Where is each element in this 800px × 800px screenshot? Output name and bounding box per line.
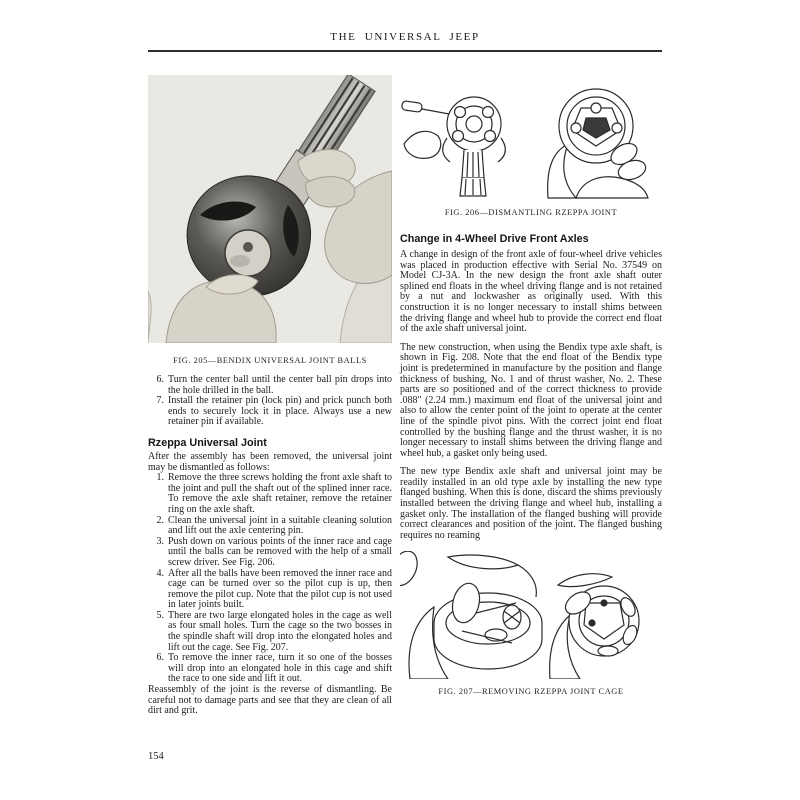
figure-206-caption: FIG. 206—DISMANTLING RZEPPA JOINT — [444, 208, 618, 217]
step-text: Remove the three screws holding the front axle shaft to the joint and pull the shaft out of the splined inner race. To remove the axle shaft retainer, remove the retainer ring on the axle shaft. — [168, 472, 392, 515]
step-text: Turn the center ball until the center ball pin drops into the hole drilled in the ball. — [168, 374, 392, 396]
section-heading-front-axles: Change in 4-Wheel Drive Front Axles — [400, 233, 589, 245]
list-item — [148, 516, 392, 537]
removing-rzeppa-joint-cage-illustration — [400, 551, 662, 679]
step-text: Clean the universal joint in a suitable cleaning solution and lift out the axle centering pin. — [168, 514, 392, 537]
list-item — [148, 537, 392, 569]
figure-205-photo — [148, 75, 392, 348]
step-number: 6. — [156, 374, 164, 385]
paragraph: The new construction, when using the Bendix type axle shaft, is shown in Fig. 208. Note that the end float of the Bendix type joint is predetermined in manufacture by the position and flange thickness of bushing, No. 1 and of thrust washer, No. 2. These parts are so positioned and of the correct thickness to provide .088" (2.24 mm.) maximum end float of the universal joint and also to allow the center point of the joint to operate at the center line of the spindle pivot pins. With the correct joint end float controlled by the bushing flange and the thrust washer, it is no longer necessary to install shims between the driving flange and wheel hub, a gasket only being used. — [400, 341, 662, 459]
figure-207-drawing — [400, 551, 662, 679]
paragraph: A change in design of the front axle of four-wheel drive vehicles was placed in production effective with Serial No. 37549 on Model CJ-3A. In the new design the front axle shaft outer splined end floats in the wheel driving flange and is not retained by a nut and lockwasher as originally used. With this construction it is no longer necessary to install shims between the driving flange and wheel hub to provide the correct end float of the axle shaft universal joint. — [400, 249, 662, 335]
list-item — [148, 375, 392, 396]
bendix-joint-photo-illustration — [148, 75, 392, 343]
step-text: Push down on various points of the inner race and cage until the balls can be removed with the help of a small screw driver. See Fig. 206. — [168, 535, 392, 568]
step-number: 6. — [156, 652, 164, 664]
figure-206-drawing — [400, 78, 662, 200]
list-item — [148, 653, 392, 685]
figure-207-caption: FIG. 207—REMOVING RZEPPA JOINT CAGE — [438, 687, 624, 697]
page-header-title: THE UNIVERSAL JEEP — [330, 31, 480, 43]
step-number: 7. — [156, 395, 164, 407]
list-item — [148, 396, 392, 428]
paragraph: The new type Bendix axle shaft and universal joint may be readily installed in an old type axle by installing the new type flanged bushing. When this is done, discard the shims previously installed between the driving flange and wheel hub, installing a gasket only. The installation of the flanged bushing will provide correct clearances and position of the joint. The flanged bushing requires no reaming — [400, 466, 662, 541]
carryover-step-list — [148, 375, 392, 428]
list-item — [148, 611, 392, 653]
page-number: 154 — [148, 751, 164, 762]
step-number: 2. — [156, 514, 164, 526]
dismantling-rzeppa-joint-illustration — [400, 78, 662, 200]
step-number: 3. — [156, 535, 164, 547]
step-text: There are two large elongated holes in the cage as well as four small holes. Turn the cage so the two bosses in the spindle shaft will drop into the elongated holes and lift out the cage. See Fig. 207. — [168, 609, 392, 653]
step-number: 5. — [156, 609, 164, 621]
section-heading-rzeppa: Rzeppa Universal Joint — [148, 436, 267, 449]
step-text: After all the balls have been removed the inner race and cage can be turned over so the pilot cup is up, then remove the pilot cup. Note that the pilot cup is not used in later joints built. — [168, 567, 392, 611]
list-item — [148, 473, 392, 515]
section-intro: After the assembly has been removed, the universal joint may be dismantled as follows: — [148, 450, 392, 473]
step-number: 4. — [156, 567, 164, 579]
step-text: Install the retainer pin (lock pin) and prick punch both ends to securely lock it in place. Always use a new retainer pin if available. — [168, 395, 392, 428]
rzeppa-step-list — [148, 473, 392, 685]
list-item — [148, 569, 392, 611]
right-column — [400, 78, 662, 696]
figure-205-caption: FIG. 205—BENDIX UNIVERSAL JOINT BALLS — [173, 356, 367, 365]
header-rule — [148, 50, 662, 52]
closing-paragraph: Reassembly of the joint is the reverse of dismantling. Be careful not to damage parts and see that they are clean of all dirt and grit. — [148, 684, 392, 717]
step-text: To remove the inner race, turn it so one of the bosses will drop into an elongated hole in this cage and shift the race to one side and lift it out. — [168, 652, 392, 685]
step-number: 1. — [156, 472, 164, 484]
left-column — [148, 75, 392, 725]
